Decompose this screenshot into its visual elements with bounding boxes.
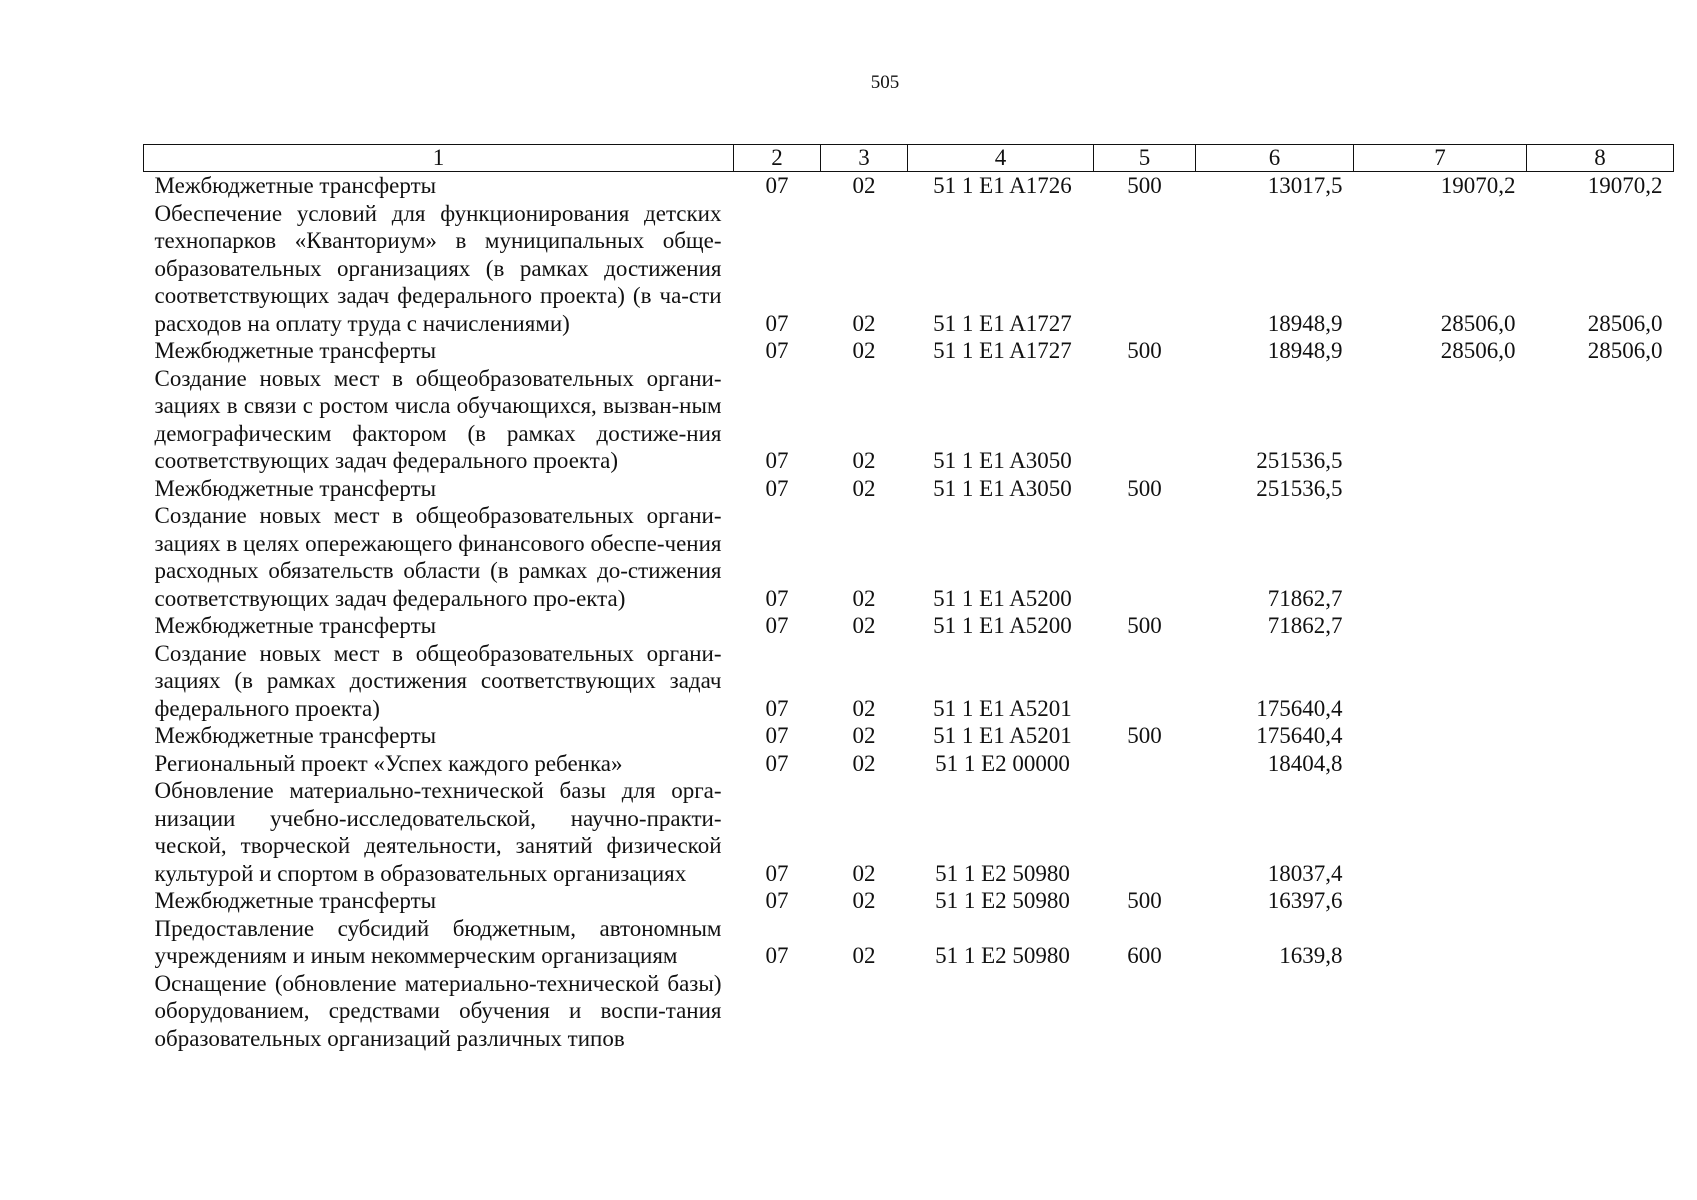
- target-article-code: 51 1 E1 A1727: [933, 310, 1072, 336]
- column-header: 1: [144, 145, 734, 172]
- table-body: [144, 172, 1674, 1053]
- amount-year-3: [1527, 722, 1674, 750]
- expense-type-code: [1094, 640, 1196, 723]
- subsection-code: 02: [852, 448, 876, 473]
- table-row: [144, 612, 1674, 640]
- section-code: 07: [765, 173, 789, 198]
- amount-year-2: [1354, 915, 1527, 970]
- subsection-code: 02: [852, 888, 876, 913]
- section-code: 07: [765, 613, 789, 638]
- amount-year-2: [1354, 777, 1527, 887]
- amount-year-3: 19070,2: [1587, 173, 1663, 198]
- row-name: Межбюджетные трансферты: [154, 723, 437, 748]
- target-article-code: 51 1 E2 50980: [935, 888, 1070, 913]
- column-header: 3: [821, 145, 908, 172]
- section-code: 07: [765, 888, 789, 913]
- target-article-code: 51 1 E1 A1726: [933, 173, 1072, 198]
- row-name: Создание новых мест в общеобразовательных органи-зациях в связи с ростом числа обучающихся, вызван-ным демографическим фактором (в рамках достиже-ния соответствующих задач федерального проекта): [154, 365, 722, 473]
- expense-type-code: 500: [1127, 475, 1162, 501]
- table-row: [144, 172, 1674, 200]
- amount-year-1: 175640,4: [1256, 723, 1343, 748]
- amount-year-1: 175640,4: [1256, 695, 1343, 721]
- subsection-code: 02: [852, 338, 876, 363]
- expense-type-code: [1094, 750, 1196, 778]
- amount-year-1: 13017,5: [1267, 173, 1343, 198]
- expense-type-code: [1094, 970, 1196, 1053]
- subsection-code: 02: [852, 750, 876, 776]
- amount-year-3: [1527, 915, 1674, 970]
- amount-year-1: 18404,8: [1267, 750, 1343, 776]
- table-row: [144, 915, 1674, 970]
- table-row: [144, 722, 1674, 750]
- subsection-code: 02: [852, 723, 876, 748]
- table-row: [144, 502, 1674, 612]
- section-code: 07: [765, 448, 789, 473]
- header-row: [144, 145, 1674, 172]
- row-name: Обеспечение условий для функционирования детских технопарков «Кванториум» в муниципальных обще-образовательных организациях (в рамках достижения соответствующих задач федерального проекта) (в ча-сти расходов на оплату труда с начислениями): [154, 200, 722, 336]
- amount-year-3: [1527, 970, 1674, 1053]
- subsection-code: [821, 970, 908, 1053]
- amount-year-3: [1527, 612, 1674, 640]
- amount-year-3: [1527, 640, 1674, 723]
- section-code: 07: [765, 750, 789, 776]
- expense-type-code: 500: [1127, 173, 1162, 198]
- target-article-code: 51 1 E1 A5200: [933, 613, 1072, 638]
- table-row: [144, 970, 1674, 1053]
- section-code: 07: [765, 475, 789, 501]
- section-code: [734, 970, 821, 1053]
- table-row: [144, 887, 1674, 915]
- amount-year-1: 251536,5: [1256, 475, 1343, 501]
- amount-year-2: [1354, 640, 1527, 723]
- amount-year-1: 18948,9: [1267, 310, 1343, 336]
- target-article-code: [908, 970, 1094, 1053]
- amount-year-3: [1527, 887, 1674, 915]
- amount-year-1: 251536,5: [1256, 448, 1343, 473]
- amount-year-2: [1354, 475, 1527, 503]
- amount-year-2: [1354, 750, 1527, 778]
- target-article-code: 51 1 E1 A5201: [933, 723, 1072, 748]
- row-name: Региональный проект «Успех каждого ребенка»: [154, 750, 623, 776]
- section-code: 07: [765, 310, 789, 336]
- table-row: [144, 777, 1674, 887]
- section-code: 07: [765, 338, 789, 363]
- subsection-code: 02: [852, 613, 876, 638]
- row-name: Предоставление субсидий бюджетным, автономным учреждениям и иным некоммерческим организациям: [154, 915, 722, 968]
- row-name: Межбюджетные трансферты: [154, 338, 437, 363]
- subsection-code: 02: [852, 943, 876, 968]
- amount-year-3: [1527, 777, 1674, 887]
- amount-year-1: 71862,7: [1267, 613, 1343, 638]
- expense-type-code: 600: [1127, 943, 1162, 968]
- section-code: 07: [765, 695, 789, 721]
- amount-year-3: [1527, 750, 1674, 778]
- amount-year-1: [1196, 970, 1354, 1053]
- amount-year-2: [1354, 612, 1527, 640]
- amount-year-2: [1354, 722, 1527, 750]
- target-article-code: 51 1 E1 A3050: [933, 448, 1072, 473]
- column-header: 4: [908, 145, 1094, 172]
- subsection-code: 02: [852, 860, 876, 886]
- subsection-code: 02: [852, 585, 876, 611]
- column-header: 2: [734, 145, 821, 172]
- table-row: [144, 640, 1674, 723]
- section-code: 07: [765, 723, 789, 748]
- amount-year-2: 28506,0: [1440, 310, 1516, 336]
- subsection-code: 02: [852, 695, 876, 721]
- expense-type-code: [1094, 502, 1196, 612]
- budget-table: [143, 144, 1674, 1052]
- column-header: 6: [1196, 145, 1354, 172]
- row-name: Межбюджетные трансферты: [154, 613, 437, 638]
- expense-type-code: 500: [1127, 338, 1162, 363]
- target-article-code: 51 1 E2 00000: [935, 750, 1070, 776]
- expense-type-code: 500: [1127, 888, 1162, 913]
- row-name: Обновление материально-технической базы для орга-низации учебно-исследовательской, научно-практи-ческой, творческой деятельности, занятий физической культурой и спортом в образовательных организациях: [154, 778, 722, 886]
- amount-year-1: 18948,9: [1267, 338, 1343, 363]
- amount-year-2: [1354, 365, 1527, 475]
- table-row: [144, 337, 1674, 365]
- amount-year-1: 1639,8: [1279, 943, 1343, 968]
- row-name: Межбюджетные трансферты: [154, 173, 437, 198]
- amount-year-2: [1354, 970, 1527, 1053]
- target-article-code: 51 1 E1 A3050: [933, 475, 1072, 501]
- amount-year-2: 28506,0: [1440, 338, 1516, 363]
- row-name: Создание новых мест в общеобразовательных органи-зациях в целях опережающего финансового обеспе-чения расходных обязательств области (в рамках до-стижения соответствующих задач федерального про-екта): [154, 503, 722, 611]
- table-row: [144, 200, 1674, 338]
- table-row: [144, 475, 1674, 503]
- expense-type-code: 500: [1127, 723, 1162, 748]
- amount-year-2: [1354, 502, 1527, 612]
- row-name: Оснащение (обновление материально-технической базы) оборудованием, средствами обучения и воспи-тания образовательных организаций различных типов: [154, 970, 722, 1051]
- table-row: [144, 750, 1674, 778]
- row-name: Межбюджетные трансферты: [154, 475, 437, 501]
- subsection-code: 02: [852, 173, 876, 198]
- expense-type-code: 500: [1127, 613, 1162, 638]
- amount-year-2: [1354, 887, 1527, 915]
- subsection-code: 02: [852, 475, 876, 501]
- column-header: 7: [1354, 145, 1527, 172]
- section-code: 07: [765, 860, 789, 886]
- subsection-code: 02: [852, 310, 876, 336]
- row-name: Межбюджетные трансферты: [154, 888, 437, 913]
- section-code: 07: [765, 943, 789, 968]
- amount-year-3: [1527, 502, 1674, 612]
- expense-type-code: [1094, 200, 1196, 338]
- amount-year-1: 16397,6: [1267, 888, 1343, 913]
- table-row: [144, 365, 1674, 475]
- amount-year-3: 28506,0: [1587, 310, 1663, 336]
- amount-year-2: 19070,2: [1440, 173, 1516, 198]
- target-article-code: 51 1 E1 A5200: [933, 585, 1072, 611]
- amount-year-3: [1527, 365, 1674, 475]
- target-article-code: 51 1 E2 50980: [935, 943, 1070, 968]
- amount-year-1: 71862,7: [1267, 585, 1343, 611]
- amount-year-1: 18037,4: [1267, 860, 1343, 886]
- target-article-code: 51 1 E1 A5201: [933, 695, 1072, 721]
- expense-type-code: [1094, 365, 1196, 475]
- section-code: 07: [765, 585, 789, 611]
- page-number: 505: [870, 72, 900, 93]
- column-header: 8: [1527, 145, 1674, 172]
- target-article-code: 51 1 E1 A1727: [933, 338, 1072, 363]
- target-article-code: 51 1 E2 50980: [935, 860, 1070, 886]
- amount-year-3: 28506,0: [1587, 338, 1663, 363]
- column-header: 5: [1094, 145, 1196, 172]
- row-name: Создание новых мест в общеобразовательных органи-зациях (в рамках достижения соответствующих задач федерального проекта): [154, 640, 722, 721]
- amount-year-3: [1527, 475, 1674, 503]
- expense-type-code: [1094, 777, 1196, 887]
